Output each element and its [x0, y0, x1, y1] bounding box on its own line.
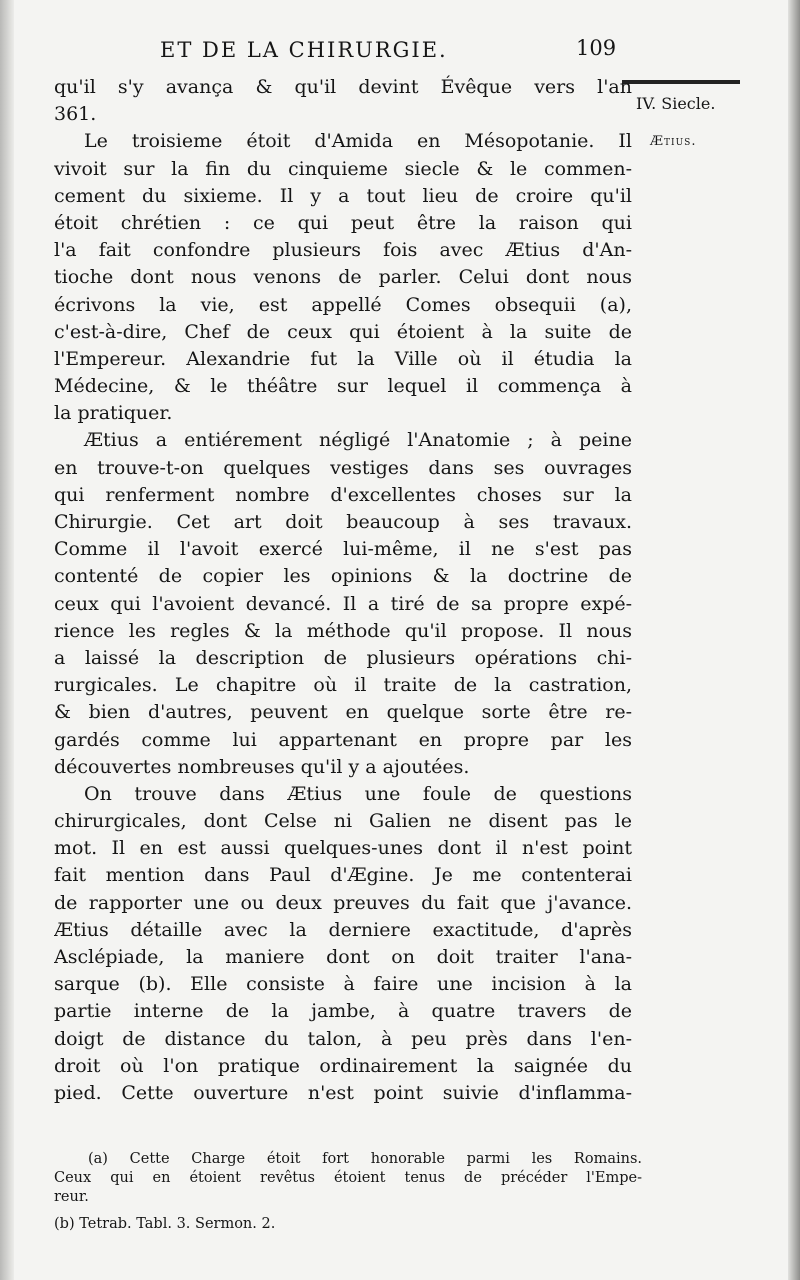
footnote-b: (b) Tetrab. Tabl. 3. Sermon. 2.	[54, 1216, 276, 1232]
margin-rule	[622, 80, 740, 84]
running-title: ET DE LA CHIRURGIE.	[160, 38, 448, 62]
text-line: tioche dont nous venons de parler. Celui dont nous	[54, 266, 632, 289]
text-line: qu'il s'y avança & qu'il devint Évêque vers l'an	[54, 76, 632, 98]
footnote-a-continued: Ceux qui en étoient revêtus étoient tenus de précéder l'Empe-	[54, 1170, 642, 1186]
footnote-a: (a) Cette Charge étoit fort honorable parmi les Romains.	[88, 1151, 642, 1167]
text-line: qui renferment nombre d'excellentes choses sur la	[54, 483, 632, 506]
text-line: de rapporter une ou deux preuves du fait que j'avance.	[54, 891, 632, 914]
text-line: fait mention dans Paul d'Ægine. Je me contenterai	[54, 864, 632, 887]
text-line: la pratiquer.	[54, 402, 173, 425]
page-edge-right	[788, 0, 800, 1280]
text-line: 361.	[54, 103, 97, 126]
footnote-a-end: reur.	[54, 1189, 89, 1205]
text-line: doigt de distance du talon, à peu près dans l'en-	[54, 1027, 632, 1050]
text-line: ceux qui l'avoient devancé. Il a tiré de sa propre expé-	[54, 592, 632, 615]
text-line: gardés comme lui appartenant en propre par les	[54, 728, 632, 751]
text-line: rience les regles & la méthode qu'il propose. Il nous	[54, 619, 632, 642]
body-text	[54, 74, 632, 1107]
footnotes	[54, 1150, 642, 1234]
text-line: étoit chrétien : ce qui peut être la raison qui	[54, 211, 632, 234]
page-edge-left	[0, 0, 14, 1280]
text-line: & bien d'autres, peuvent en quelque sorte être re-	[54, 701, 632, 724]
text-line: c'est-à-dire, Chef de ceux qui étoient à la suite de	[54, 320, 632, 343]
text-line: partie interne de la jambe, à quatre travers de	[54, 1000, 632, 1023]
text-line: rurgicales. Le chapitre où il traite de la castration,	[54, 674, 632, 697]
text-line: Comme il l'avoit exercé lui-même, il ne s'est pas	[54, 538, 632, 561]
text-line: droit où l'on pratique ordinairement la saignée du	[54, 1054, 632, 1077]
text-line: Ætius a entiérement négligé l'Anatomie ; à peine	[84, 429, 632, 452]
text-line: Le troisieme étoit d'Amida en Mésopotanie. Il	[84, 130, 632, 153]
text-line: l'Empereur. Alexandrie fut la Ville où il étudia la	[54, 347, 632, 370]
page-number: 109	[576, 36, 617, 60]
margin-note-century: IV. Siecle.	[636, 94, 716, 113]
text-line: Asclépiade, la maniere dont on doit traiter l'ana-	[54, 946, 632, 968]
text-line: mot. Il en est aussi quelques-unes dont il n'est point	[54, 837, 632, 860]
text-line: contenté de copier les opinions & la doctrine de	[54, 565, 632, 588]
text-line: vivoit sur la fin du cinquieme siecle & le commen-	[54, 157, 632, 180]
text-line: découvertes nombreuses qu'il y a ajoutées.	[54, 755, 470, 778]
text-line: Médecine, & le théâtre sur lequel il commença à	[54, 375, 632, 398]
text-line: chirurgicales, dont Celse ni Galien ne disent pas le	[54, 810, 632, 833]
text-line: Ætius détaille avec la derniere exactitude, d'après	[54, 918, 632, 941]
text-line: Chirurgie. Cet art doit beaucoup à ses travaux.	[54, 511, 632, 533]
text-line: écrivons la vie, est appellé Comes obsequii (a),	[54, 293, 632, 316]
text-line: l'a fait confondre plusieurs fois avec Ætius d'An-	[54, 239, 632, 262]
text-line: cement du sixieme. Il y a tout lieu de croire qu'il	[54, 184, 632, 207]
margin-note-name: Ætius.	[650, 134, 697, 149]
text-line: pied. Cette ouverture n'est point suivie d'inflamma-	[54, 1081, 632, 1104]
text-line: a laissé la description de plusieurs opérations chi-	[54, 646, 632, 669]
text-line: en trouve-t-on quelques vestiges dans ses ouvrages	[54, 456, 632, 479]
text-line: On trouve dans Ætius une foule de questions	[84, 782, 632, 805]
text-line: sarque (b). Elle consiste à faire une incision à la	[54, 973, 632, 996]
